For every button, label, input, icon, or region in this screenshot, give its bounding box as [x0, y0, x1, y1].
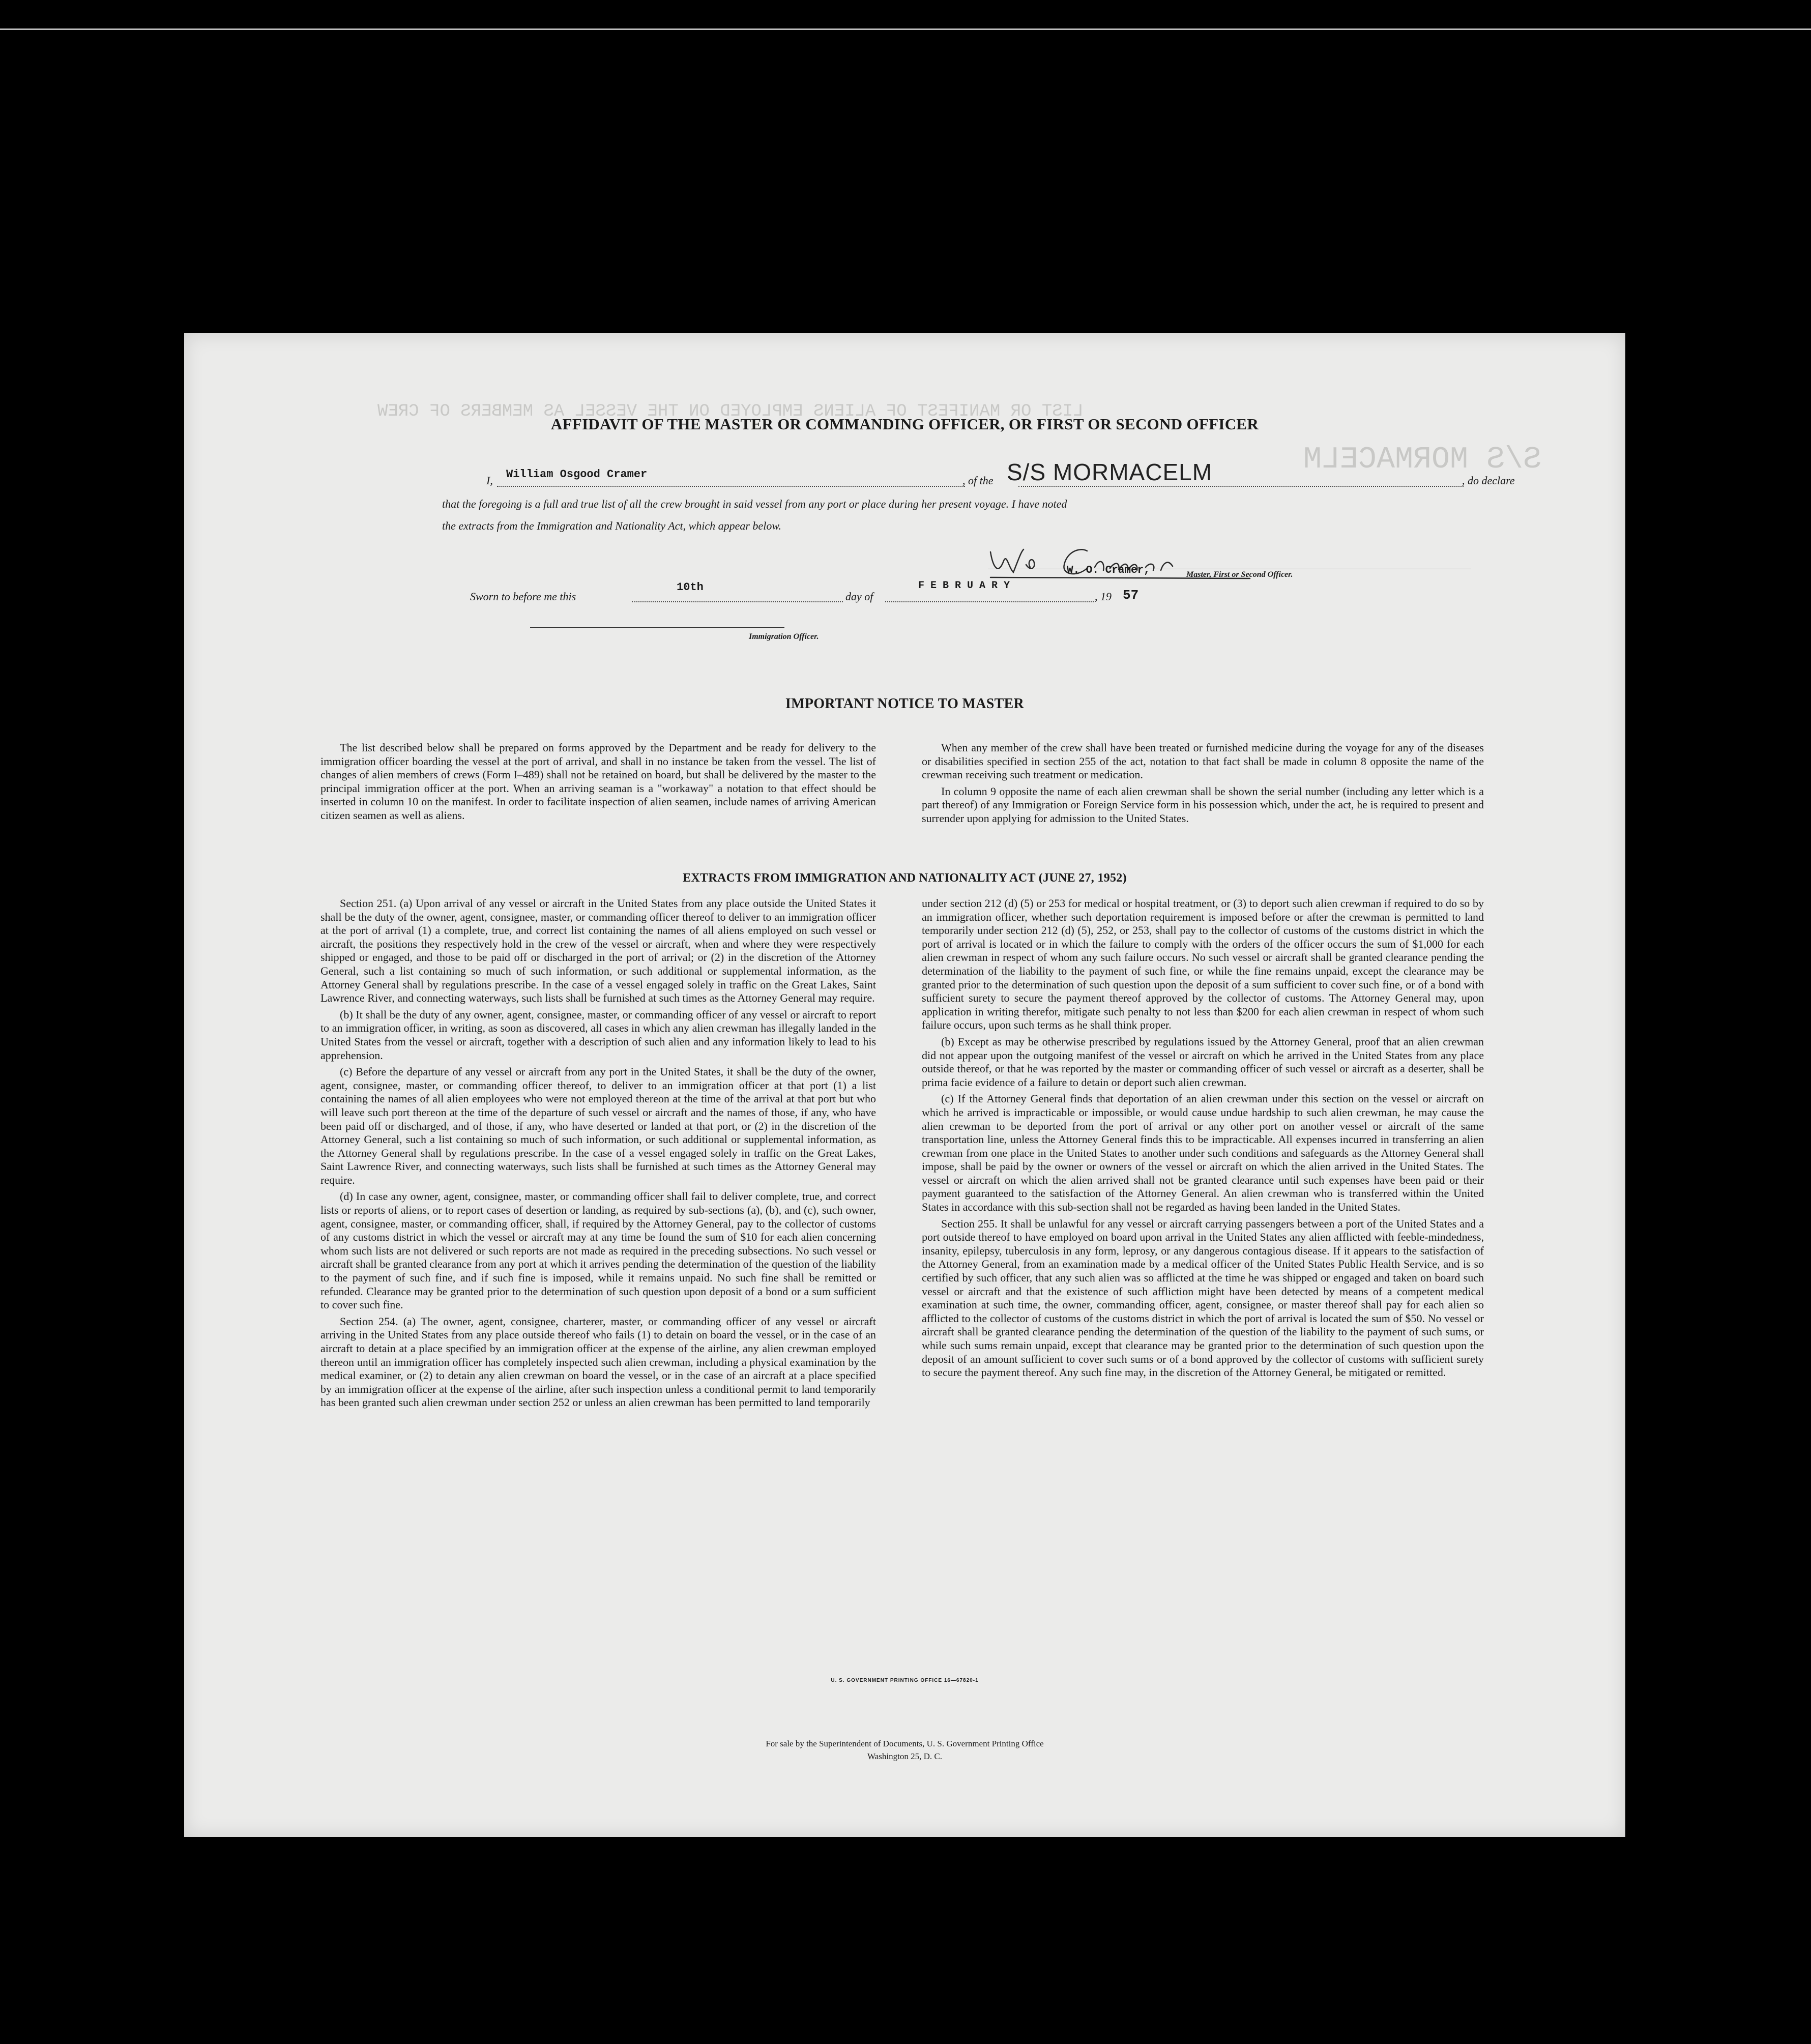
bleed-through-vessel: S/S MORMACELM: [1303, 443, 1542, 477]
section-255: Section 255. It shall be unlawful for any vessel or aircraft carrying passengers between a port of the United States and a port outside thereof to have employed on board upon arrival in the United States any alien afflicted with feeble-mindedness, insanity, epilepsy, tuberculosis in any form, leprosy, or any dangerous contagious disease. If it appears to the satisfaction of the Attorney General, from an examination made by a medical officer of the United States Public Health Service, and is so certified by such officer, that any such alien was so afflicted at the time he was shipped or engaged and taken on board such vessel or aircraft and that the existence of such affliction might have been detected by means of a competent medical examination at such time, the owner, commanding officer, agent, consignee, or master thereof shall pay for each alien so afflicted to the collector of customs of the customs district in which the port of arrival is located the sum of $50. No vessel or aircraft shall be granted clearance pending the determination of the question of the liability to the payment of such sums, or while such sums remain unpaid, except that clearance may be granted prior to the determination of such question upon the deposit of an amount sufficient to cover such sums or of a bond approved by the collector of customs with sufficient surety to secure the payment thereof. Any such fine may, in the discretion of the Attorney General, be mitigated or remitted.: [922, 1217, 1484, 1379]
section-251-b: (b) It shall be the duty of any owner, agent, consignee, master, or commanding officer of any vessel or aircraft to report to an immigration officer, in writing, as soon as discovered, all cases in which any alien crewman has illegally landed in the United States from the vessel or aircraft, together with a description of such alien and any information likely to lead to his apprehension.: [320, 1008, 876, 1062]
sworn-day: 10th: [677, 581, 704, 594]
month-line: [885, 601, 1094, 602]
extracts-right-column: [922, 897, 1484, 1383]
immigration-officer-label: Immigration Officer.: [749, 632, 819, 641]
do-declare-label: , do declare: [1462, 474, 1515, 487]
section-251-c: (c) Before the departure of any vessel or aircraft from any port in the United States, it shall be the duty of the owner, agent, consignee, master, or commanding officer thereof, to deliver to an immigration officer at that port (1) a list containing the names of all alien employees who were not employed thereon at the time of the arrival at that port but who will leave such port thereon at the time of the departure of such vessel or aircraft and the names of those, if any, who have been paid off or discharged, and of those, if any, who have deserted or landed at that port, or (2) in the discretion of the Attorney General, such a list containing so much of such information, or such additional or supplemental information, as the Attorney General shall by regulations prescribe. In the case of a vessel engaged solely in traffic on the Great Lakes, Saint Lawrence River, and connecting waterways, such lists shall be furnished at such times as the Attorney General may require.: [320, 1065, 876, 1186]
section-251-d: (d) In case any owner, agent, consignee, master, or commanding officer shall fail to deliver complete, true, and correct lists or reports of aliens, or to report cases of desertion or landing, as required by sub-sections (a), (b), and (c), such owner, agent, consignee, master, or commanding officer, shall, if required by the Attorney General, pay to the collector of customs of any customs district in which the vessel or aircraft may at any time be found the sum of $10 for each alien concerning whom such lists are not delivered or such reports are not made as required in the preceding subsections. No such vessel or aircraft shall be granted clearance from any port at which it arrives pending the determination of the question of the liability to the payment of such fine, and if such fine is imposed, while it remains unpaid. No such fine shall be remitted or refunded. Clearance may be granted prior to the determination of such question upon deposit of a bond or a sum sufficient to cover such fine.: [320, 1190, 876, 1311]
sale-notice-line-1: For sale by the Superintendent of Documents, U. S. Government Printing Office: [766, 1739, 1044, 1748]
sworn-year: 57: [1123, 588, 1139, 603]
notice-left-column: [320, 741, 876, 826]
signer-role-label: Master, First or Second Officer.: [1186, 570, 1293, 579]
name-line: [497, 486, 965, 487]
bleed-through-header: LIST OR MANIFEST OF ALIENS EMPLOYED ON THE VESSEL AS MEMBERS OF CREW: [377, 402, 1084, 421]
notice-left-paragraph: The list described below shall be prepared on forms approved by the Department and be ready for delivery to the immigration officer boarding the vessel at the port of arrival, and shall in no instance be taken from the vessel. The list of changes of alien members of crews (Form I–489) shall not be retained on board, but shall be delivered by the master to the principal immigration officer at the port. When an arriving seaman is a "workaway" a notation to that effect should be inserted in column 10 on the manifest. In order to facilitate inspection of alien seamen, include names of arriving American citizen seamen as well as aliens.: [320, 741, 876, 822]
printing-office-imprint: U. S. GOVERNMENT PRINTING OFFICE 16—67820-1: [831, 1678, 979, 1683]
day-of-label: day of: [845, 590, 873, 603]
notice-title: IMPORTANT NOTICE TO MASTER: [785, 696, 1025, 712]
section-254-a: Section 254. (a) The owner, agent, consignee, charterer, master, or commanding officer of any vessel or aircraft arriving in the United States from any place outside thereof who fails (1) to detain on board the vessel, or in the case of an aircraft to detain at a place specified by an immigration officer at the expense of the airline, any alien crewman employed thereon until an immigration officer has completely inspected such alien crewman, including a physical examination by the medical examiner, or (2) to detain any alien crewman on board the vessel, or in the case of an aircraft at a place specified by an immigration officer at the expense of the airline, after such inspection unless a conditional permit to land temporarily has been granted such alien crewman under section 252 or unless an alien crewman has been permitted to land temporarily: [320, 1315, 876, 1409]
section-254-a-continued: under section 212 (d) (5) or 253 for medical or hospital treatment, or (3) to deport such alien crewman if required to do so by an immigration officer, whether such deportation requirement is imposed before or after the crewman is permitted to land temporarily under section 212 (d) (5), 252, or 253, shall pay to the collector of customs of the customs district in which the port of arrival is located or in which the failure to comply with the orders of the officer occurs the sum of $1,000 for each alien crewman in respect of whom any such failure occurs. No such vessel or aircraft shall be granted clearance pending the determination of the liability to the payment of such fine, or while the fine remains unpaid, except the clearance may be granted prior to the determination of such question upon the deposit of a sum sufficient to cover such fine, or of a bond with sufficient surety to secure the payment thereof approved by the collector of customs. The Attorney General may, upon application in writing therefor, mitigate such penalty to not less than $200 for each alien crewman in respect of whom such failure occurs, upon such terms as he shall think proper.: [922, 897, 1484, 1032]
declaration-line-1: that the foregoing is a full and true list of all the crew brought in said vessel from any port or place during her present voyage. I have noted: [442, 498, 1067, 510]
extracts-title: EXTRACTS FROM IMMIGRATION AND NATIONALITY ACT (JUNE 27, 1952): [683, 871, 1127, 885]
sworn-day-line: [632, 601, 843, 602]
affidavit-page: [184, 333, 1625, 1837]
affidavit-title: AFFIDAVIT OF THE MASTER OR COMMANDING OFFICER, OR FIRST OR SECOND OFFICER: [550, 415, 1259, 433]
declaration-line-2: the extracts from the Immigration and Nationality Act, which appear below.: [442, 519, 781, 532]
extracts-left-column: [320, 897, 876, 1413]
master-name: William Osgood Cramer: [506, 468, 648, 481]
of-the-label: , of the: [962, 474, 994, 487]
vessel-stamp: S/S MORMACELM: [1007, 459, 1213, 485]
year-prefix: , 19: [1095, 590, 1112, 603]
i-label: I,: [486, 474, 493, 487]
immigration-officer-line: [530, 627, 784, 628]
section-251-a: Section 251. (a) Upon arrival of any vessel or aircraft in the United States from any place outside the United States it shall be the duty of the owner, agent, consignee, master, or commanding officer thereof to deliver to an immigration officer at the port of arrival (1) a complete, true, and correct list containing the names of all aliens employed on such vessel or aircraft, the positions they respectively hold in the crew of the vessel or aircraft, when and where they were respectively shipped or engaged, and those to be paid off or discharged in the port of arrival; or (2) in the discretion of the Attorney General, such a list containing so much of such information, or such additional or supplemental information, as the Attorney General shall by regulations prescribe. In the case of a vessel engaged solely in traffic on the Great Lakes, Saint Lawrence River, and connecting waterways, such lists shall be furnished at such times as the Attorney General may require.: [320, 897, 876, 1005]
signer-typed-name: W. O. Cramer,: [1067, 565, 1150, 576]
sworn-label: Sworn to before me this: [470, 590, 576, 603]
notice-right-column: [922, 741, 1484, 829]
sworn-month: F E B R U A R Y: [918, 580, 1010, 592]
notice-right-paragraph-1: When any member of the crew shall have been treated or furnished medicine during the voyage for any of the diseases or disabilities specified in section 255 of the act, notation to that fact shall be made in column 8 opposite the name of the crewman receiving such treatment or medication.: [922, 741, 1484, 781]
vessel-line: [1018, 486, 1464, 487]
notice-right-paragraph-2: In column 9 opposite the name of each alien crewman shall be shown the serial number (including any letter which is a part thereof) of any Immigration or Foreign Service form in his possession which, under the act, he is required to present and surrender upon applying for admission to the United States.: [922, 784, 1484, 825]
section-254-c: (c) If the Attorney General finds that deportation of an alien crewman under this section on the vessel or aircraft on which he arrived is impracticable or impossible, or would cause undue hardship to such alien crewman, he may cause the alien crewman to be deported from the port of arrival or any other port on another vessel or aircraft of the same transportation line, unless the Attorney General finds this to be impracticable. All expenses incurred in transferring an alien crewman from one place in the United States to another under such conditions and safeguards as the Attorney General shall impose, shall be paid by the owner or owners of the vessel or aircraft on which the alien arrived in the United States. The vessel or aircraft on which the alien arrived shall not be granted clearance until such expenses have been paid or their payment guaranteed to the satisfaction of the Attorney General. An alien crewman who is transferred within the United States in accordance with this sub-section shall not be regarded as having been landed in the United States.: [922, 1092, 1484, 1214]
sale-notice-line-2: Washington 25, D. C.: [867, 1751, 942, 1761]
scan-top-line: [0, 28, 1811, 30]
section-254-b: (b) Except as may be otherwise prescribed by regulations issued by the Attorney General, proof that an alien crewman did not appear upon the outgoing manifest of the vessel or aircraft on which he arrived in the United States from any place outside thereof, or that he was reported by the master or commanding officer of such vessel or aircraft as a deserter, shall be prima facie evidence of a failure to detain or deport such alien crewman.: [922, 1035, 1484, 1089]
